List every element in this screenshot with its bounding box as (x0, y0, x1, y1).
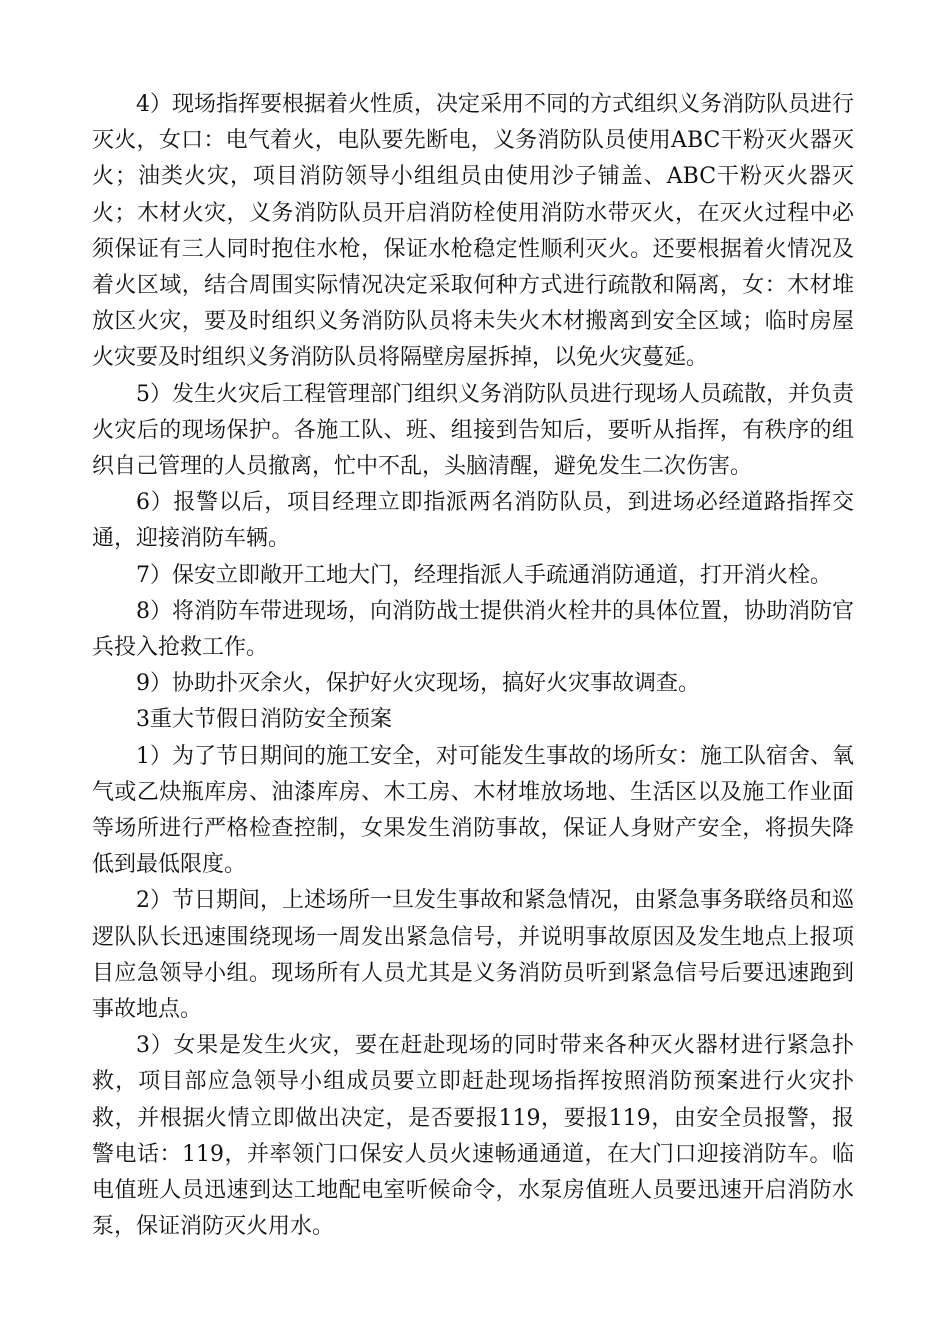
paragraph-item-2: 2）节日期间，上述场所一旦发生事故和紧急情况，由紧急事务联络员和巡逻队队长迅速围绕现场一周发出紧急信号，并说明事故原因及发生地点上报项目应急领导小组。现场所有人员尤其是义务消防员听到紧急信号后要迅速跑到事故地点。 (92, 888, 854, 1023)
section-heading: 3重大节假日消防安全预案 (136, 707, 392, 733)
paragraph-item-1: 1）为了节日期间的施工安全，对可能发生事故的场所女：施工队宿舍、氧气或乙炔瓶库房、油漆库房、木工房、木材堆放场地、生活区以及施工作业面等场所进行严格检查控制，女果发生消防事故，保证人身财产安全，将损失降低到最低限度。 (92, 743, 854, 878)
document-body (92, 87, 854, 1246)
paragraph-item-5: 5）发生火灾后工程管理部门组织义务消防队员进行现场人员疏散，并负责火灾后的现场保护。各施工队、班、组接到告知后，要听从指挥，有秩序的组织自己管理的人员撤离，忙中不乱，头脑清醒，避免发生二次伤害。 (92, 381, 854, 480)
paragraph-item-9: 9）协助扑灭余火，保护好火灾现场，搞好火灾事故调查。 (136, 671, 700, 697)
paragraph-item-4: 4）现场指挥要根据着火性质，决定采用不同的方式组织义务消防队员进行灭火，女口：电气着火，电队要先断电，义务消防队员使用ABC干粉灭火器灭火；油类火灾，项目消防领导小组组员由使用沙子铺盖、ABC干粉灭火器灭火；木材火灾，义务消防队员开启消防栓使用消防水带灭火，在灭火过程中必须保证有三人同时抱住水枪，保证水枪稳定性顺利灭火。还要根据着火情况及着火区域，结合周围实际情况决定采取何种方式进行疏散和隔离，女：木材堆放区火灾，要及时组织义务消防队员将未失火木材搬离到安全区域；临时房屋火灾要及时组织义务消防队员将隔壁房屋拆掉，以免火灾蔓延。 (92, 92, 854, 371)
paragraph-item-3: 3）女果是发生火灾，要在赶赴现场的同时带来各种灭火器材进行紧急扑救，项目部应急领导小组成员要立即赶赴现场指挥按照消防预案进行火灾扑救，并根据火情立即做出决定，是否要报119，要报119，由安全员报警，报警电话：119，并率领门口保安人员火速畅通通道，在大门口迎接消防车。临电值班人员迅速到达工地配电室听候命令，水泵房值班人员要迅速开启消防水泵，保证消防灭火用水。 (92, 1033, 854, 1240)
paragraph-item-8: 8）将消防车带进现场，向消防战士提供消火栓井的具体位置，协助消防官兵投入抢救工作。 (92, 598, 854, 661)
paragraph-item-6: 6）报警以后，项目经理立即指派两名消防队员，到进场必经道路指挥交通，迎接消防车辆。 (92, 490, 854, 552)
paragraph-item-7: 7）保安立即敞开工地大门，经理指派人手疏通消防通道，打开消火栓。 (136, 562, 832, 588)
